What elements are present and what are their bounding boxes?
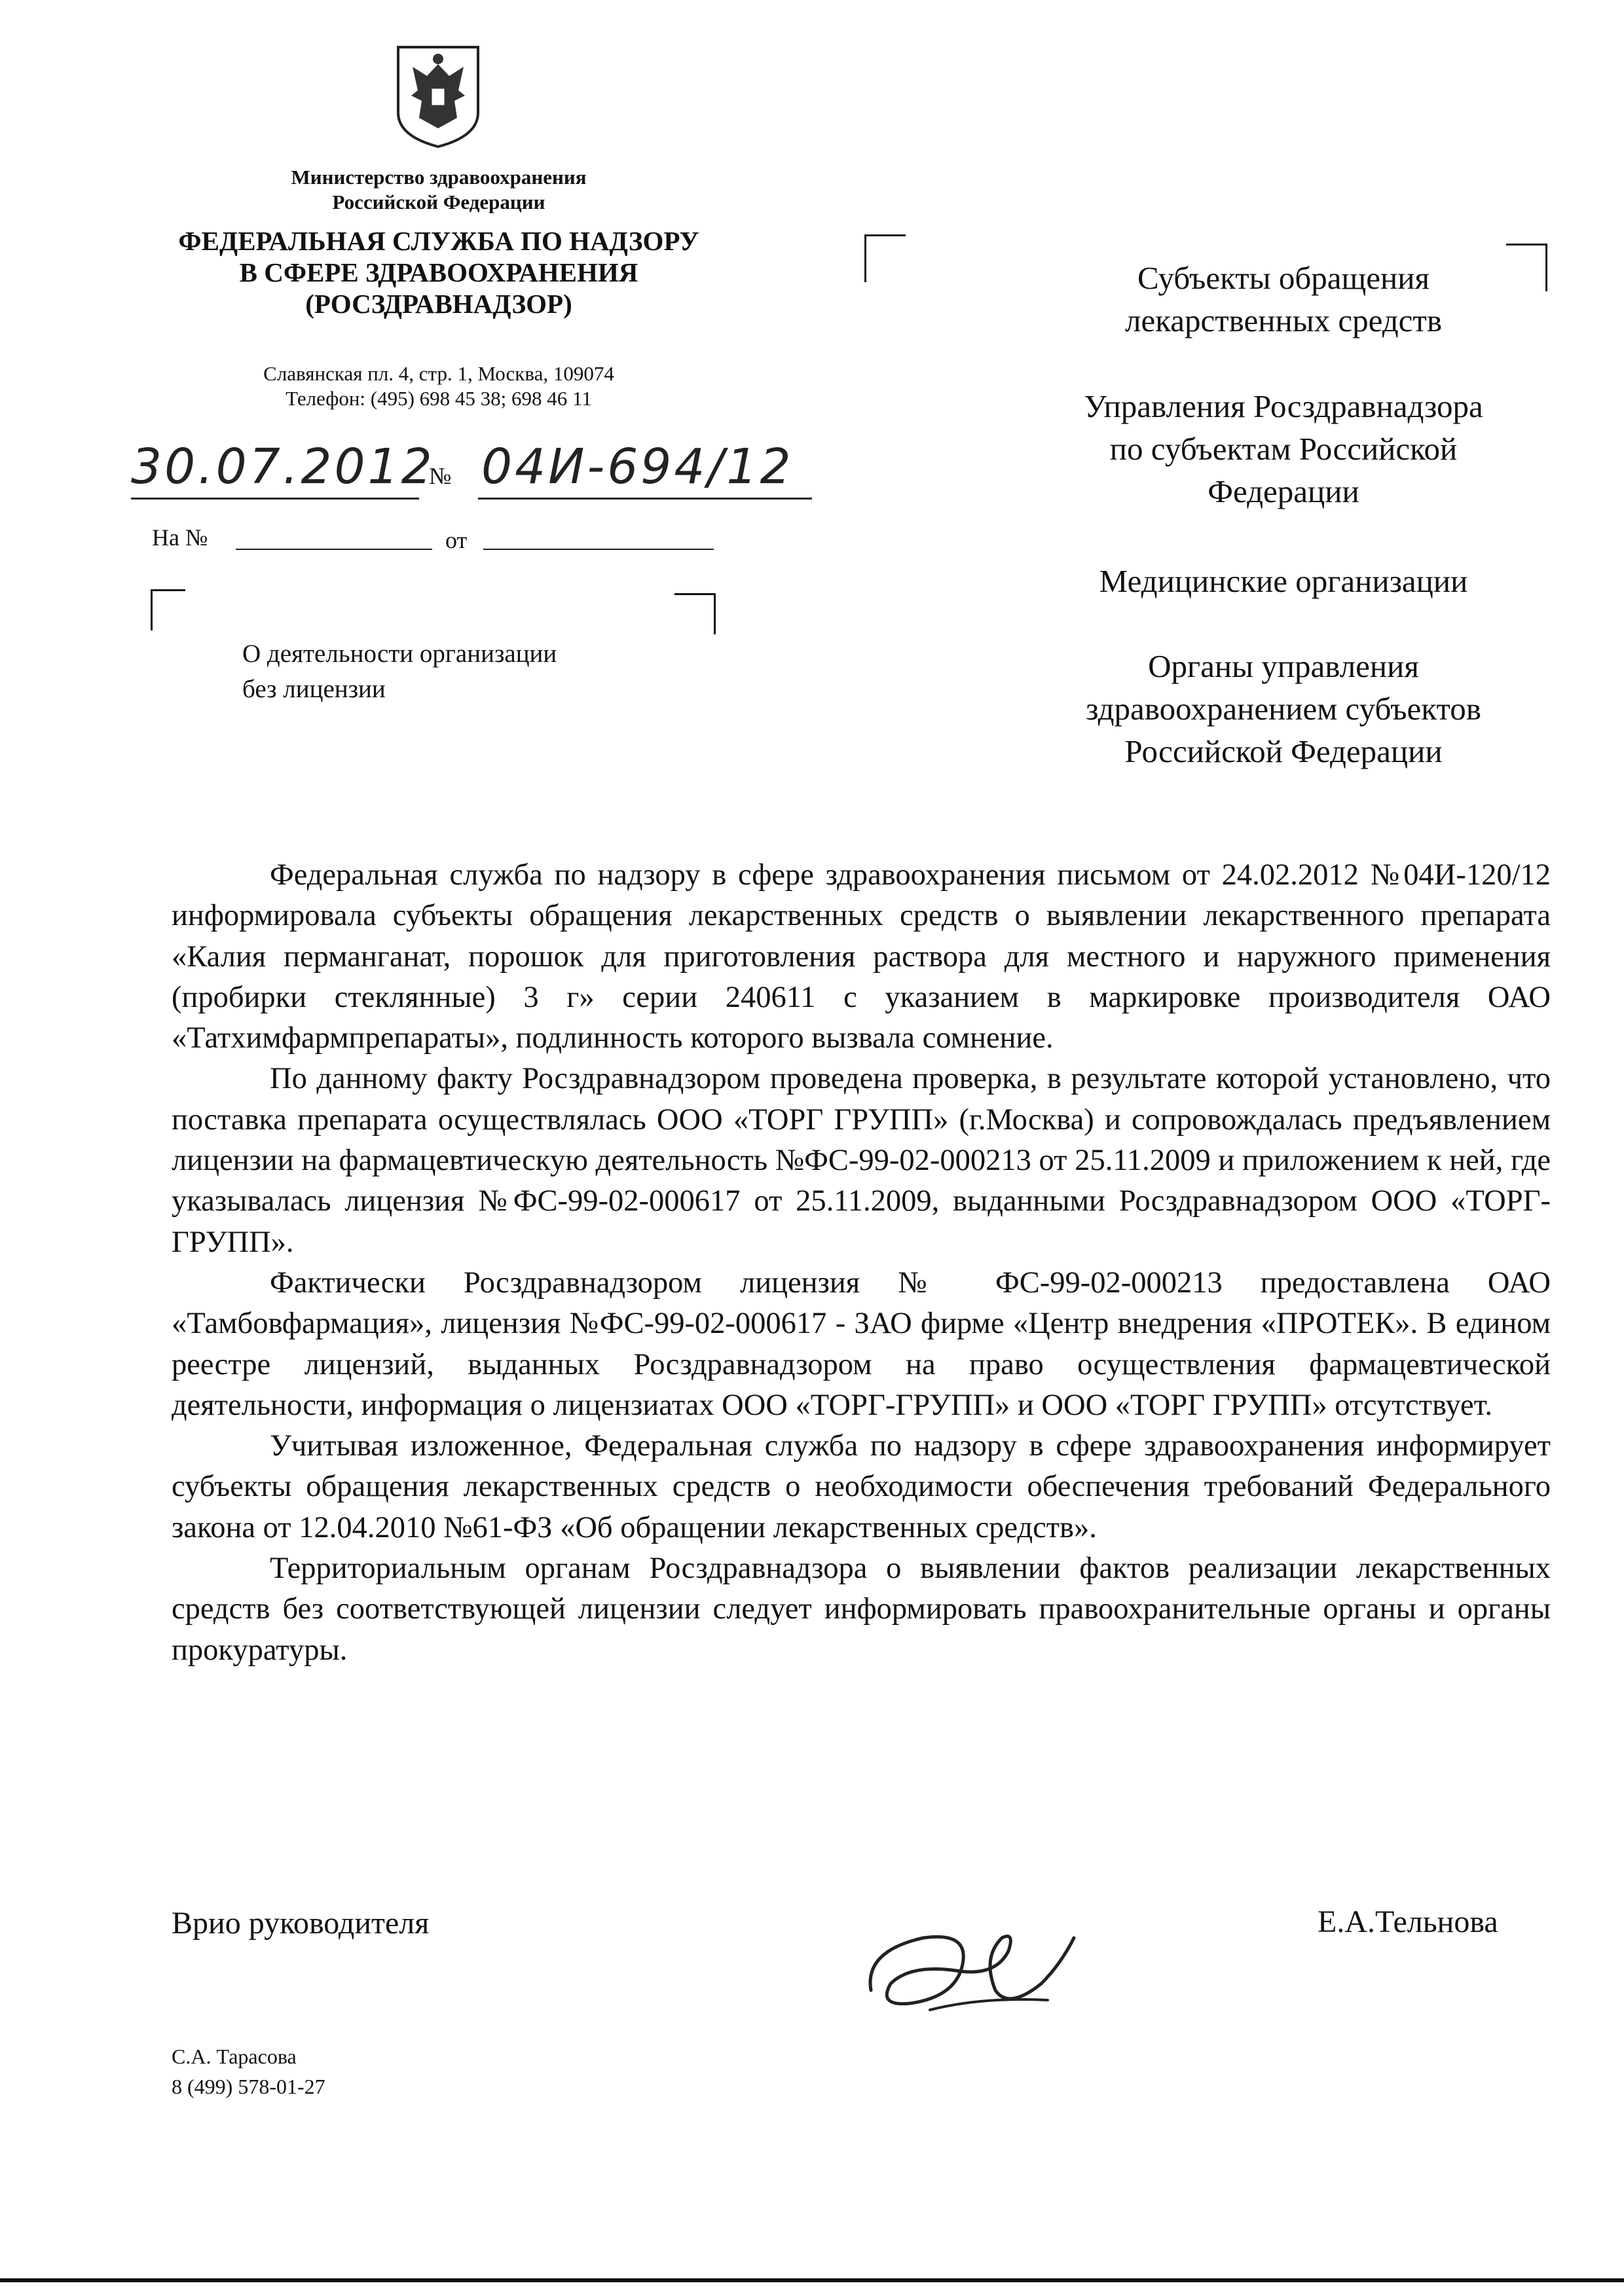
service-name: ФЕДЕРАЛЬНАЯ СЛУЖБА ПО НАДЗОРУ В СФЕРЕ ЗДРАВООХРАНЕНИЯ (РОСЗДРАВНАДЗОР) [178,226,699,319]
executor-name: С.А. Тарасова [172,2045,297,2068]
body-paragraph: Территориальным органам Росздравнадзора о выявлении фактов реализации лекарственных средств без соответствующей лицензии следует информировать правоохранительные органы и органы прокуратуры. [172,1552,1551,1667]
addressee-item: Субъекты обращения лекарственных средств [1125,260,1442,338]
page-bottom-edge [0,2278,1624,2282]
phone-numbers: Телефон: (495) 698 45 38; 698 46 11 [286,387,592,410]
subject-corner-right [674,593,716,634]
letter-body [172,855,1551,1671]
body-paragraph: Учитывая изложенное, Федеральная служба по надзору в сфере здравоохранения информирует субъекты обращения лекарственных средств о необходимости обеспечения требований Федерального закона от 12.04.2010 №61-ФЗ «Об обращении лекарственных средств». [172,1429,1551,1544]
body-paragraph: По данному факту Росздравнадзором проведена проверка, в результате которой установлено, что поставка препарата осуществлялась ООО «ТОРГ ГРУПП» (г.Москва) и сопровождалась предъявлением лицензии на фармацевтическую деятельность №ФС-99-02-000213 от 25.11.2009 и приложением к ней, где указывалась лицензия №ФС-99-02-000617 от 25.11.2009, выданными Росздравнадзором ООО «ТОРГ-ГРУПП». [172,1062,1551,1259]
registration-date: 30.07.2012 [131,439,435,495]
executor-phone: 8 (499) 578-01-27 [172,2075,325,2098]
reply-to-number-label: На № [152,524,208,551]
executor-info [172,2041,325,2102]
date-underline [131,498,419,500]
letter-subject: О деятельности организации без лицензии [242,640,557,703]
signatory-position: Врио руководителя [172,1906,430,1941]
addressee-item: Медицинские организации [1099,563,1468,599]
reply-number-blank [236,549,432,550]
subject-corner-left [151,589,185,630]
body-paragraph: Фактически Росздравнадзором лицензия № ФС-99-02-000213 предоставлена ОАО «Тамбовфармация», лицензия №ФС-99-02-000617 - ЗАО фирме «Центр внедрения «ПРОТЕК». В едином реестре лицензий, выданных Росздравнадзором на право осуществления фармацевтической деятельности, информация о лицензиатах ООО «ТОРГ-ГРУПП» и ООО «ТОРГ ГРУПП» отсутствует. [172,1266,1551,1422]
registration-number: 04И-694/12 [481,439,794,495]
coat-of-arms-emblem [393,45,483,149]
addressee-corner-left [864,234,906,282]
addressee-item: Органы управления здравоохранением субъектов Российской Федерации [1086,648,1481,769]
address-block [196,361,681,411]
reply-date-blank [483,549,714,550]
number-sign: № [429,463,452,489]
handwritten-signature [851,1912,1087,2030]
postal-address: Славянская пл. 4, стр. 1, Москва, 109074 [263,362,614,385]
ministry-name: Министерство здравоохранения Российской Федерации [291,166,587,213]
reply-date-label: от [445,527,468,553]
signatory-name: Е.А.Тельнова [1318,1904,1498,1939]
number-underline [478,498,812,500]
body-paragraph: Федеральная служба по надзору в сфере здравоохранения письмом от 24.02.2012 №04И-120/12 информировала субъекты обращения лекарственных средств о выявлении лекарственного препарата «Калия перманганат, порошок для приготовления раствора для местного и наружного применения (пробирки стеклянные) 3 г» серии 240611 с указанием в маркировке производителя ОАО «Татхимфармпрепараты», подлинность которого вызвала сомнение. [172,858,1551,1055]
addressee-item: Управления Росздравнадзора по субъектам Российской Федерации [1084,388,1483,509]
